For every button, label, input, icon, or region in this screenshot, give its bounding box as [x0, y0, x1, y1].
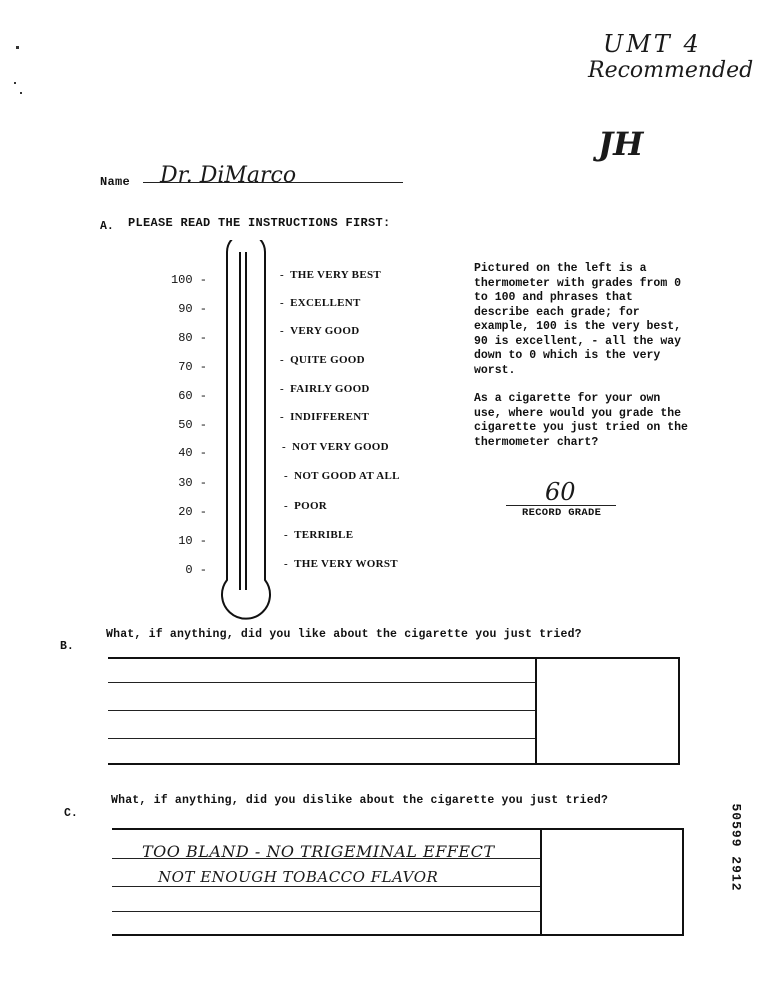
grade-tick: 50 - [178, 418, 207, 432]
grade-label: 30 [178, 476, 193, 490]
thermometer-graphic [215, 240, 285, 625]
record-grade-line [506, 505, 616, 506]
section-b-answer-line[interactable] [108, 738, 535, 739]
section-b-question: What, if anything, did you like about the cigarette you just tried? [106, 628, 582, 641]
grade-phrase: - TERRIBLE [284, 529, 354, 541]
grade-label: 70 [178, 360, 193, 374]
section-c-letter: C. [64, 807, 78, 820]
grade-phrase: - NOT VERY GOOD [282, 441, 389, 453]
grade-tick: 70 - [178, 360, 207, 374]
grade-phrase: - THE VERY WORST [284, 558, 398, 570]
scan-speck [14, 82, 16, 84]
grade-phrase: - FAIRLY GOOD [280, 383, 370, 395]
grade-tick: 100 - [170, 273, 207, 287]
section-b-box-divider [535, 657, 537, 763]
section-b-letter: B. [60, 640, 74, 653]
section-c-box-divider [540, 828, 542, 934]
grade-tick: 0 - [185, 563, 207, 577]
grade-label: 80 [178, 331, 193, 345]
section-c-answer-line1: TOO BLAND - NO TRIGEMINAL EFFECT [142, 842, 495, 861]
handwritten-initials: JH [598, 125, 644, 163]
section-c-answer-line2: NOT ENOUGH TOBACCO FLAVOR [158, 868, 439, 886]
document-number: 50599 2912 [728, 803, 744, 892]
grade-phrase-text: TERRIBLE [294, 529, 354, 541]
grade-label: 90 [178, 302, 193, 316]
grade-phrase: - EXCELLENT [280, 297, 361, 309]
instructions-paragraph: Pictured on the left is a thermometer with grades from 0 to 100 and phrases that describe each grade; for example, 100 is the very best, 90 is excellent, - all the way down to 0 which is the very worst. [474, 262, 682, 377]
grade-tick: 90 - [178, 302, 207, 316]
grade-phrase-text: NOT GOOD AT ALL [294, 470, 400, 482]
grade-label: 10 [178, 534, 193, 548]
grade-phrase-text: VERY GOOD [290, 325, 360, 337]
grade-phrase: - POOR [284, 500, 328, 512]
grade-tick: 80 - [178, 331, 207, 345]
handwritten-note-recommended: Recommended [588, 58, 754, 83]
grade-phrase-text: POOR [294, 500, 328, 512]
section-a-heading: PLEASE READ THE INSTRUCTIONS FIRST: [128, 216, 391, 230]
grade-phrase-text: INDIFFERENT [290, 411, 370, 423]
question-paragraph: As a cigarette for your own use, where would you grade the cigarette you just tried on the thermometer chart? [474, 392, 688, 449]
grade-phrase: - VERY GOOD [280, 325, 360, 337]
grade-phrase: - INDIFFERENT [280, 411, 370, 423]
grade-label: 40 [178, 446, 193, 460]
grade-tick: 40 - [178, 446, 207, 460]
grade-tick: 60 - [178, 389, 207, 403]
section-a-letter: A. [100, 220, 114, 233]
name-value: Dr. DiMarco [160, 163, 297, 188]
section-c-question: What, if anything, did you dislike about the cigarette you just tried? [111, 794, 609, 807]
grade-label: 0 [185, 563, 193, 577]
grade-label: 50 [178, 418, 193, 432]
section-b-answer-box[interactable] [108, 657, 680, 765]
section-b-answer-line[interactable] [108, 682, 535, 683]
grade-phrase-text: QUITE GOOD [290, 354, 365, 366]
grade-label: 60 [178, 389, 193, 403]
record-grade-value: 60 [545, 478, 576, 506]
handwritten-note-umt: UMT 4 [603, 30, 702, 58]
section-c-answer-line[interactable] [112, 911, 540, 912]
grade-phrase-text: THE VERY BEST [290, 269, 382, 281]
name-label: Name [100, 175, 131, 189]
name-underline [143, 182, 403, 183]
section-b-answer-line[interactable] [108, 710, 535, 711]
grade-phrase: - NOT GOOD AT ALL [284, 470, 400, 482]
scan-speck [16, 46, 19, 49]
grade-phrase: - THE VERY BEST [280, 269, 382, 281]
grade-phrase: - QUITE GOOD [280, 354, 365, 366]
scan-speck [20, 92, 22, 94]
grade-tick: 20 - [178, 505, 207, 519]
grade-phrase-text: THE VERY WORST [294, 558, 398, 570]
section-c-answer-line[interactable] [112, 886, 540, 887]
grade-phrase-text: NOT VERY GOOD [292, 441, 389, 453]
grade-phrase-text: FAIRLY GOOD [290, 383, 370, 395]
grade-label: 100 [170, 273, 193, 287]
record-grade-label: RECORD GRADE [522, 507, 602, 519]
grade-tick: 30 - [178, 476, 207, 490]
grade-phrase-text: EXCELLENT [290, 297, 361, 309]
grade-tick: 10 - [178, 534, 207, 548]
grade-label: 20 [178, 505, 193, 519]
